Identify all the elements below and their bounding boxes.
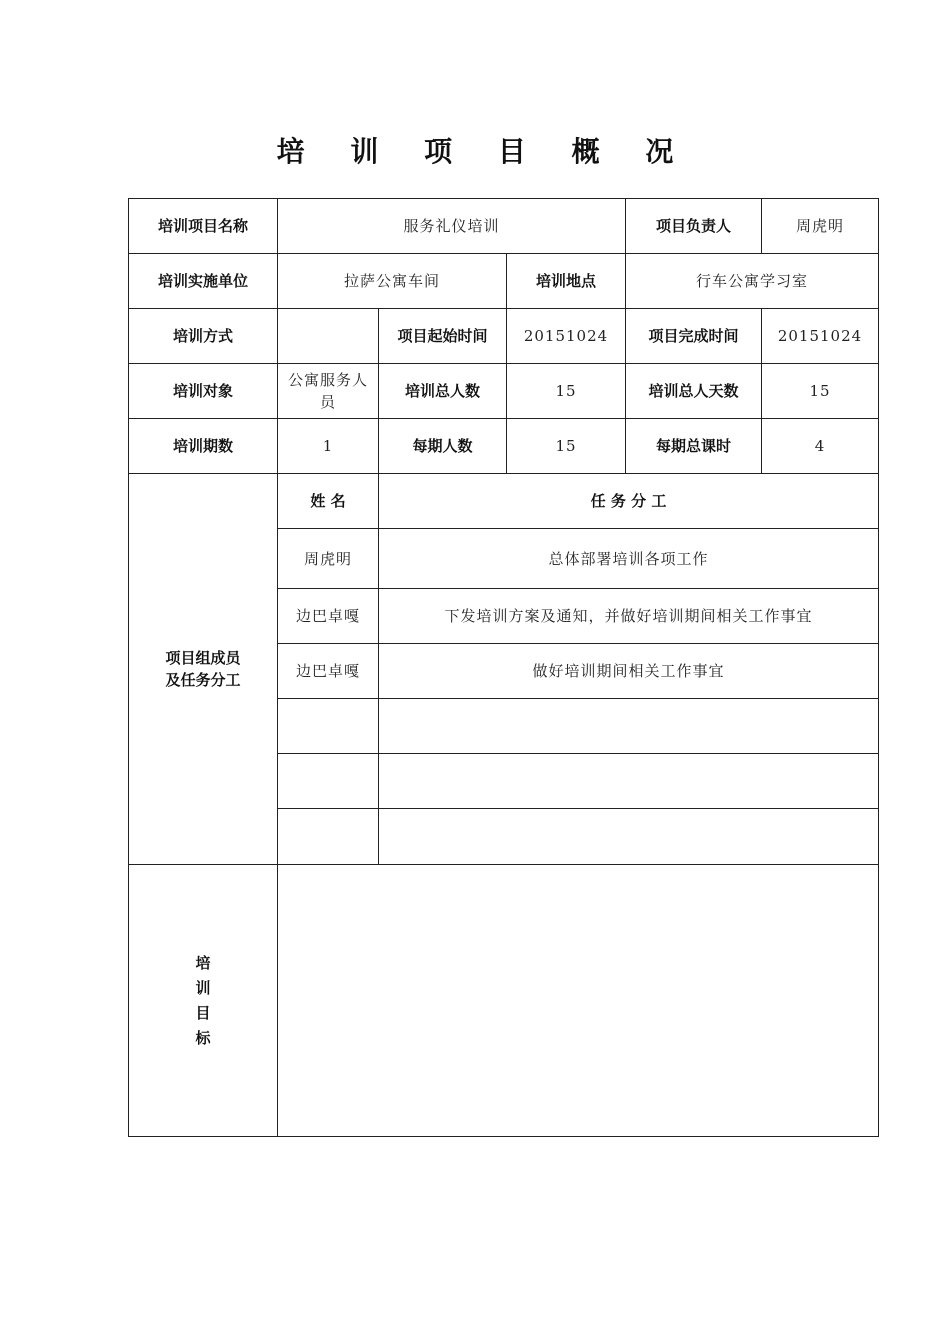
method-label: 培训方式 (129, 309, 278, 364)
unit-value: 拉萨公寓车间 (278, 254, 507, 309)
project-name-value: 服务礼仪培训 (278, 199, 626, 254)
row-unit (129, 254, 879, 309)
member-task (379, 699, 879, 754)
goal-content (278, 865, 879, 1137)
end-label: 项目完成时间 (626, 309, 762, 364)
name-header: 姓 名 (278, 474, 379, 529)
training-overview-table (128, 198, 879, 1137)
goal-label-char: 训 (195, 978, 211, 997)
goal-label-char: 目 (195, 1003, 211, 1022)
end-value: 20151024 (762, 309, 879, 364)
start-label: 项目起始时间 (379, 309, 507, 364)
task-header: 任 务 分 工 (379, 474, 879, 529)
row-target (129, 364, 879, 419)
method-value (278, 309, 379, 364)
member-name (278, 754, 379, 809)
leader-label: 项目负责人 (626, 199, 762, 254)
per-session-label: 每期人数 (379, 419, 507, 474)
member-task (379, 809, 879, 865)
goal-label-char: 培 (195, 953, 211, 972)
row-sessions (129, 419, 879, 474)
leader-value: 周虎明 (762, 199, 879, 254)
target-value: 公寓服务人员 (278, 364, 379, 419)
total-people-value: 15 (507, 364, 626, 419)
total-people-label: 培训总人数 (379, 364, 507, 419)
member-name: 边巴卓嘎 (278, 644, 379, 699)
row-method (129, 309, 879, 364)
total-days-label: 培训总人天数 (626, 364, 762, 419)
member-name (278, 699, 379, 754)
start-value: 20151024 (507, 309, 626, 364)
sessions-value: 1 (278, 419, 379, 474)
member-name (278, 809, 379, 865)
sessions-label: 培训期数 (129, 419, 278, 474)
team-label-line1: 项目组成员 (165, 649, 241, 667)
document-title: 培 训 项 目 概 况 (276, 135, 692, 168)
team-header-row (129, 474, 879, 529)
location-value: 行车公寓学习室 (626, 254, 879, 309)
team-label (129, 474, 278, 865)
member-name: 周虎明 (278, 529, 379, 589)
unit-label: 培训实施单位 (129, 254, 278, 309)
hours-value: 4 (762, 419, 879, 474)
hours-label: 每期总课时 (626, 419, 762, 474)
goal-row (129, 865, 879, 1137)
project-name-label: 培训项目名称 (129, 199, 278, 254)
target-label: 培训对象 (129, 364, 278, 419)
member-task: 下发培训方案及通知，并做好培训期间相关工作事宜 (379, 589, 879, 644)
member-task: 总体部署培训各项工作 (379, 529, 879, 589)
member-task (379, 754, 879, 809)
member-task: 做好培训期间相关工作事宜 (379, 644, 879, 699)
total-days-value: 15 (762, 364, 879, 419)
goal-label (129, 865, 278, 1137)
goal-label-char: 标 (195, 1028, 211, 1047)
member-name: 边巴卓嘎 (278, 589, 379, 644)
per-session-value: 15 (507, 419, 626, 474)
row-project-name (129, 199, 879, 254)
team-label-line2: 及任务分工 (165, 671, 241, 689)
location-label: 培训地点 (507, 254, 626, 309)
